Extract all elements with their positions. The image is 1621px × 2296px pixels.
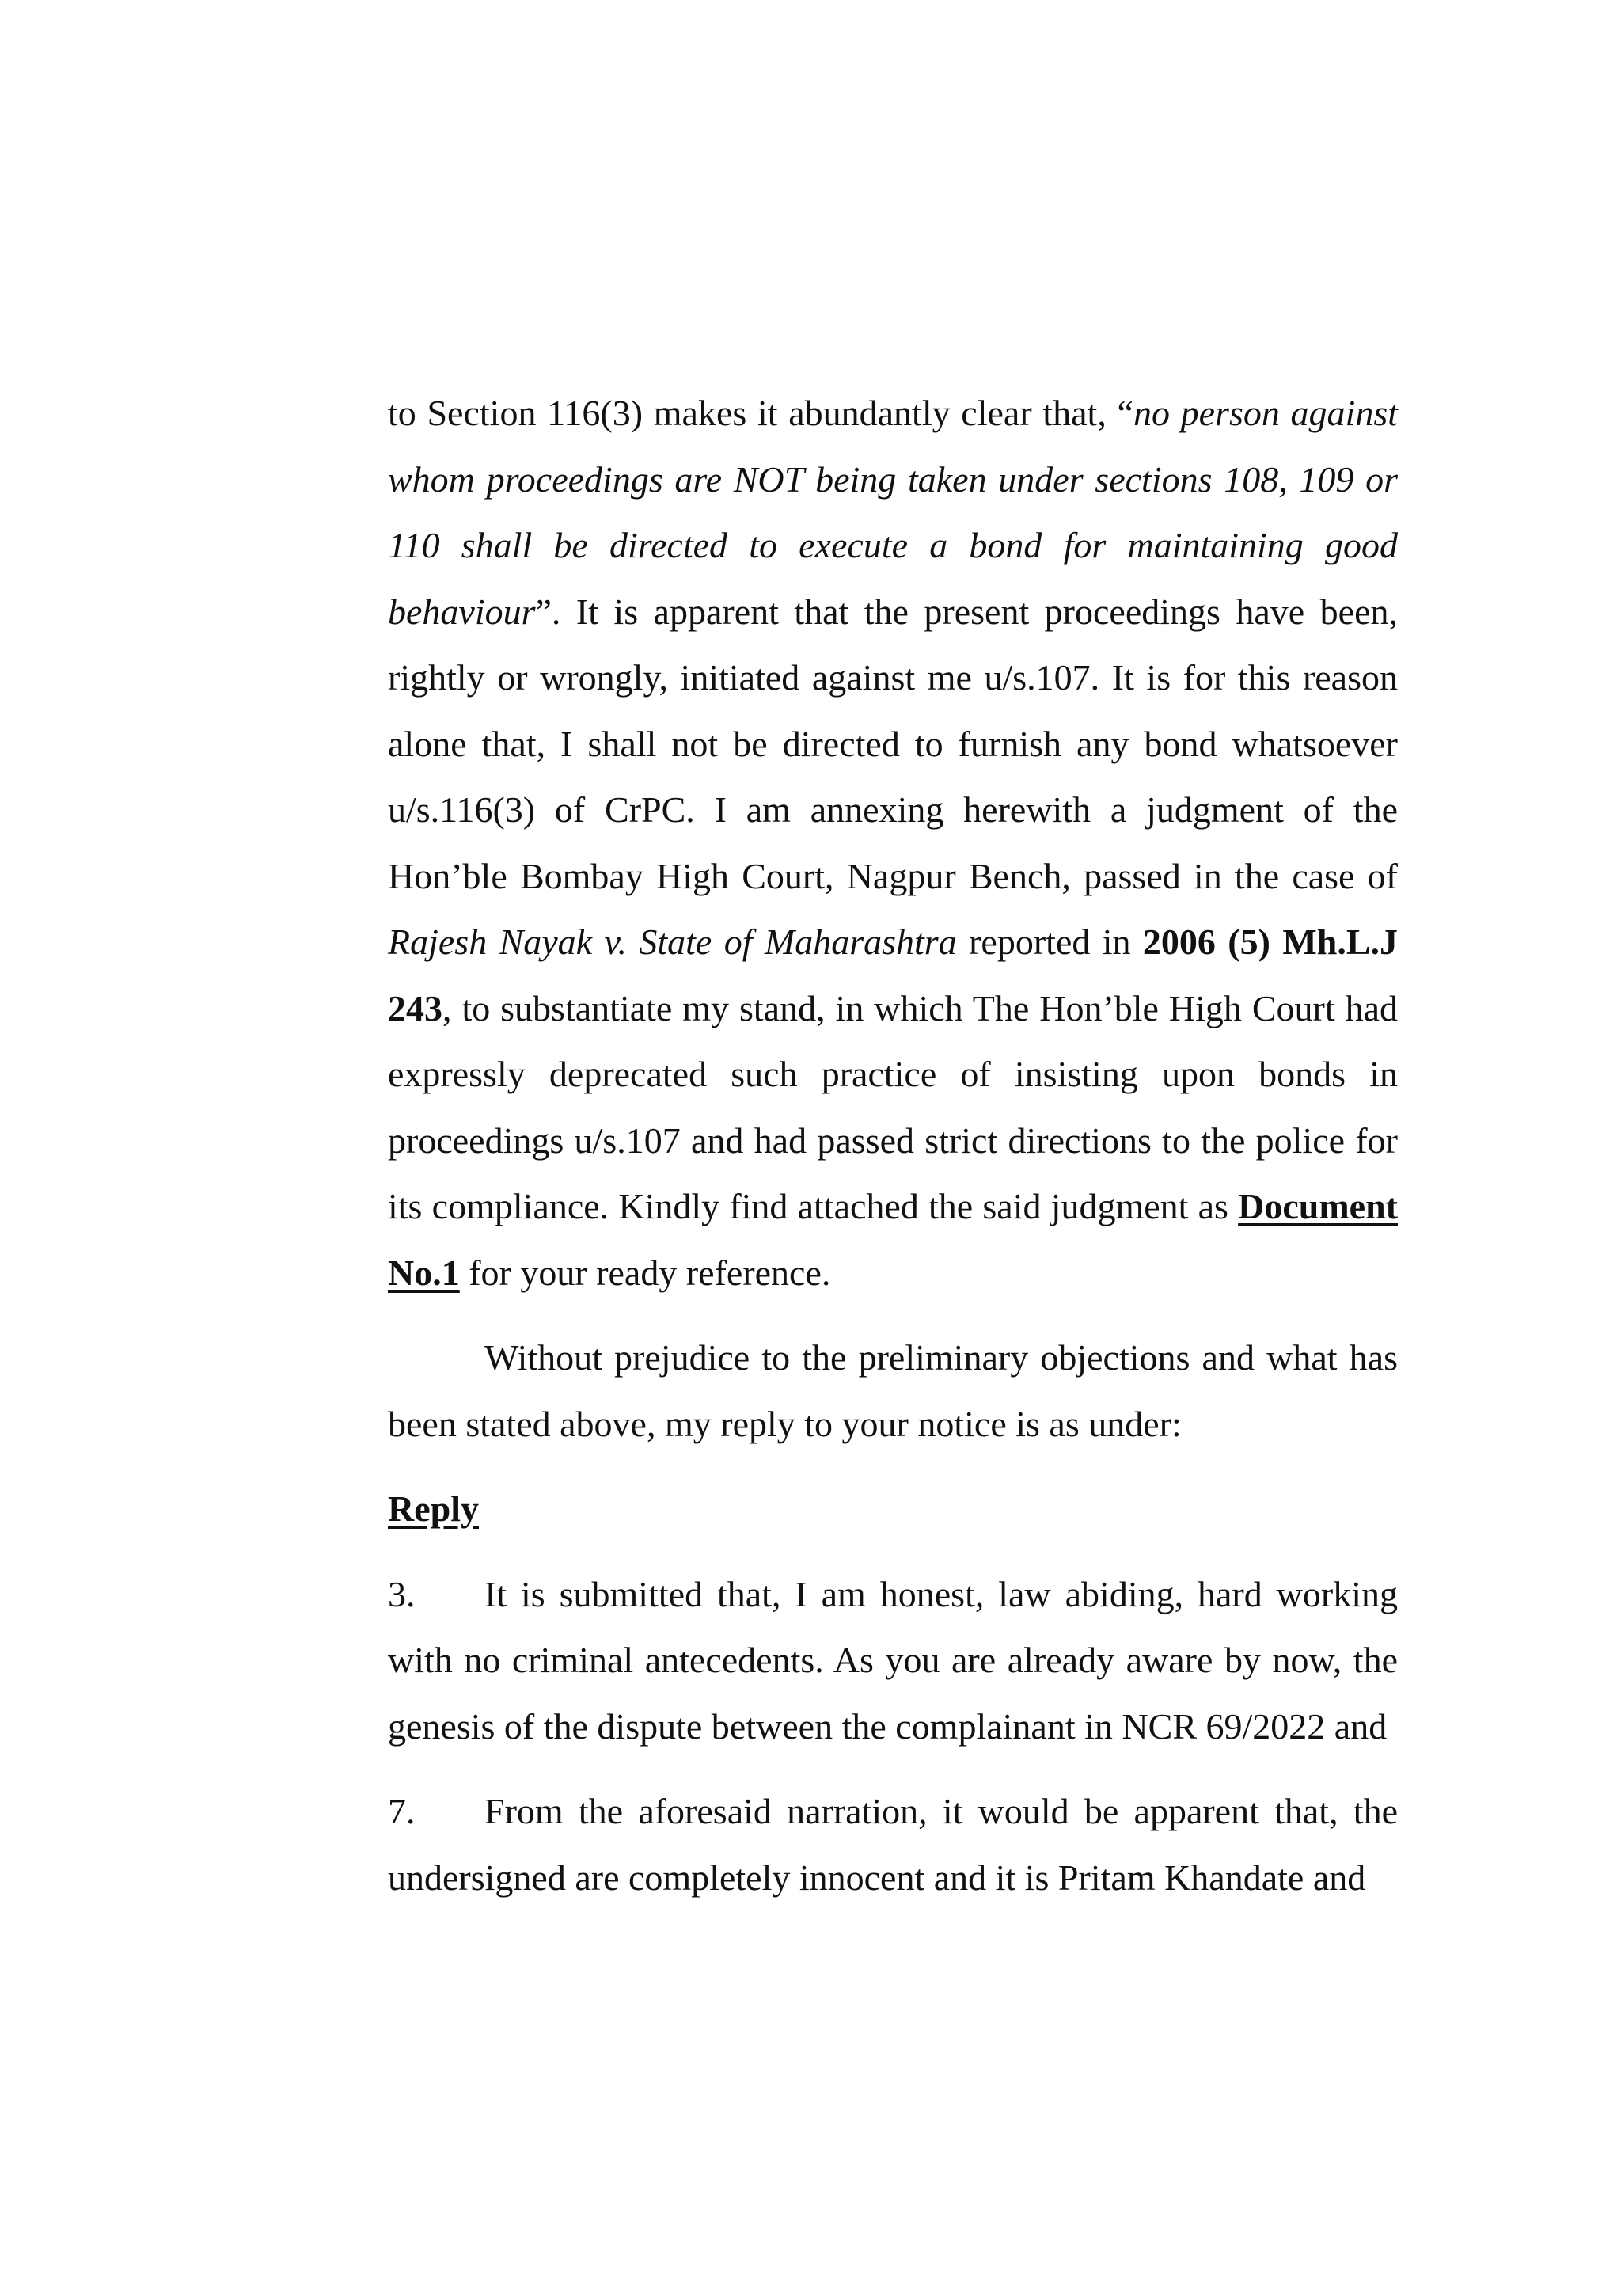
numbered-item-7 [388, 1778, 1398, 1910]
document-reference: Document No.1 [388, 1186, 1398, 1293]
case-name: Rajesh Nayak v. State of Maharashtra [388, 922, 957, 962]
para1-text-5: for your ready reference. [459, 1252, 831, 1293]
item-text: It is submitted that, I am honest, law abiding, hard working with no criminal antecedents. As you are already aware by now, the genesis of the dispute between the complainant in NCR 69/2022 and [388, 1573, 1398, 1747]
document-page [388, 380, 1398, 1929]
para1-text-3: reported in [956, 922, 1143, 962]
para1-text-4: , to substantiate my stand, in which The Hon’ble High Court had expressly deprecated such practice of insisting upon bonds in proceedings u/s.107 and had passed strict directions to the police for its compliance. Kindly find attached the said judgment as [388, 987, 1398, 1226]
case-citation: 2006 (5) Mh.L.J 243 [388, 922, 1399, 1028]
paragraph-without-prejudice: Without prejudice to the preliminary objections and what has been stated above, my reply to your notice is as under: [388, 1337, 1398, 1444]
para1-text-1: to Section 116(3) makes it abundantly clear that, “ [388, 393, 1133, 433]
section-heading-reply: Reply [388, 1488, 479, 1529]
item-text: From the aforesaid narration, it would be apparent that, the undersigned are completely innocent and it is Pritam Khandate and [388, 1791, 1398, 1898]
paragraph-section-116 [388, 380, 1398, 1306]
statutory-quote: no person against whom proceedings are NOT being taken under sections 108, 109 or 110 shall be directed to execute a bond for maintaining good behaviour [388, 393, 1399, 632]
item-number: 3. [388, 1573, 416, 1614]
para1-text-2: ”. It is apparent that the present proceedings have been, rightly or wrongly, initiated against me u/s.107. It is for this reason alone that, I shall not be directed to furnish any bond whatsoever u/s.116(3) of CrPC. I am annexing herewith a judgment of the Hon’ble Bombay High Court, Nagpur Bench, passed in the case of [388, 591, 1398, 896]
item-number: 7. [388, 1791, 416, 1831]
numbered-item-3 [388, 1561, 1398, 1760]
